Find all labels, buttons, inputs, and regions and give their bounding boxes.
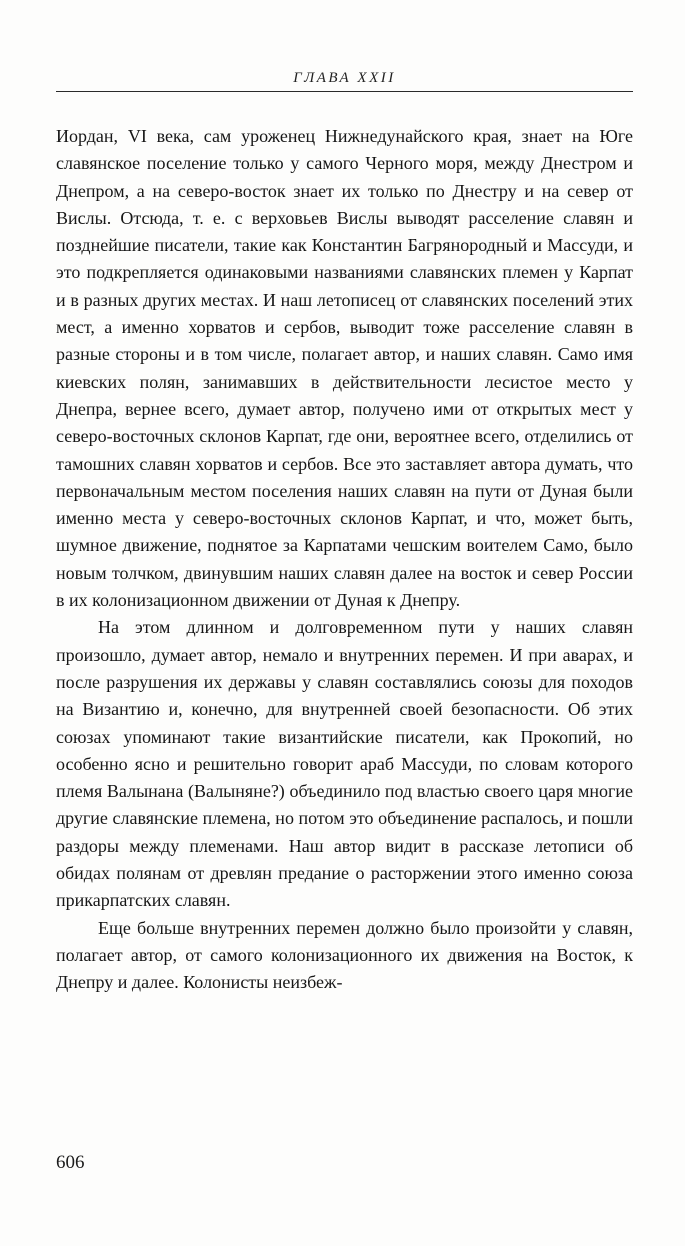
chapter-heading: ГЛАВА XXII — [293, 70, 396, 86]
header-rule — [56, 91, 633, 92]
paragraph-3: Еще больше внутренних перемен должно было произойти у славян, полагает автор, от самого колонизационного их движения на Восток, к Днепру и далее. Колонисты неизбеж- — [56, 917, 633, 993]
paragraph-1: Иордан, VI века, сам уроженец Нижнедунайского края, знает на Юге славянское поселение только у самого Черного моря, между Днестром и Днепром, а на северо-восток знает их только по Днестру и на север от Вислы. Отсюда, т. е. с верховьев Вислы выводят расселение славян и позднейшие писатели, такие как Константин Багрянородный и Массуди, и это подкрепляется одинаковыми названиями славянских племен у Карпат и в разных других местах. И наш летописец от славянских поселений этих мест, а именно хорватов и сербов, выводит тоже расселение славян в разные стороны и в том числе, полагает автор, и наших славян. Само имя киевских полян, занимавших в действительности лесистое место у Днепра, вернее всего, думает автор, получено ими от открытых мест у северо-восточных склонов Карпат, где они, вероятнее всего, отделились от тамошних славян хорватов и сербов. Все это заставляет автора думать, что первоначальным местом поселения наших славян на пути от Дуная были именно места у северо-восточных склонов Карпат, и что, может быть, шумное движение, поднятое за Карпатами чешским воителем Само, было новым толчком, двинувшим наших славян далее на восток и север России в их колонизационном движении от Дуная к Днепру. — [56, 126, 633, 611]
paragraph-2: На этом длинном и долговременном пути у наших славян произошло, думает автор, немало и внутренних перемен. И при аварах, и после разрушения их державы у славян составлялись союзы для походов на Византию и, конечно, для внутренней своей безопасности. Об этих союзах упоминают такие византийские писатели, как Прокопий, но особенно ясно и решительно говорит араб Массуди, по словам которого племя Валынана (Валыняне?) объединило под властью своего царя многие другие славянские племена, но потом это объединение распалось, и пошли раздоры между племенами. Наш автор видит в рассказе летописи об обидах полянам от древлян предание о расторжении этого именно союза прикарпатских славян. — [56, 617, 633, 911]
running-head — [56, 70, 633, 92]
page-content — [56, 70, 633, 997]
page-number: 606 — [56, 1152, 85, 1173]
body-text — [56, 123, 633, 997]
